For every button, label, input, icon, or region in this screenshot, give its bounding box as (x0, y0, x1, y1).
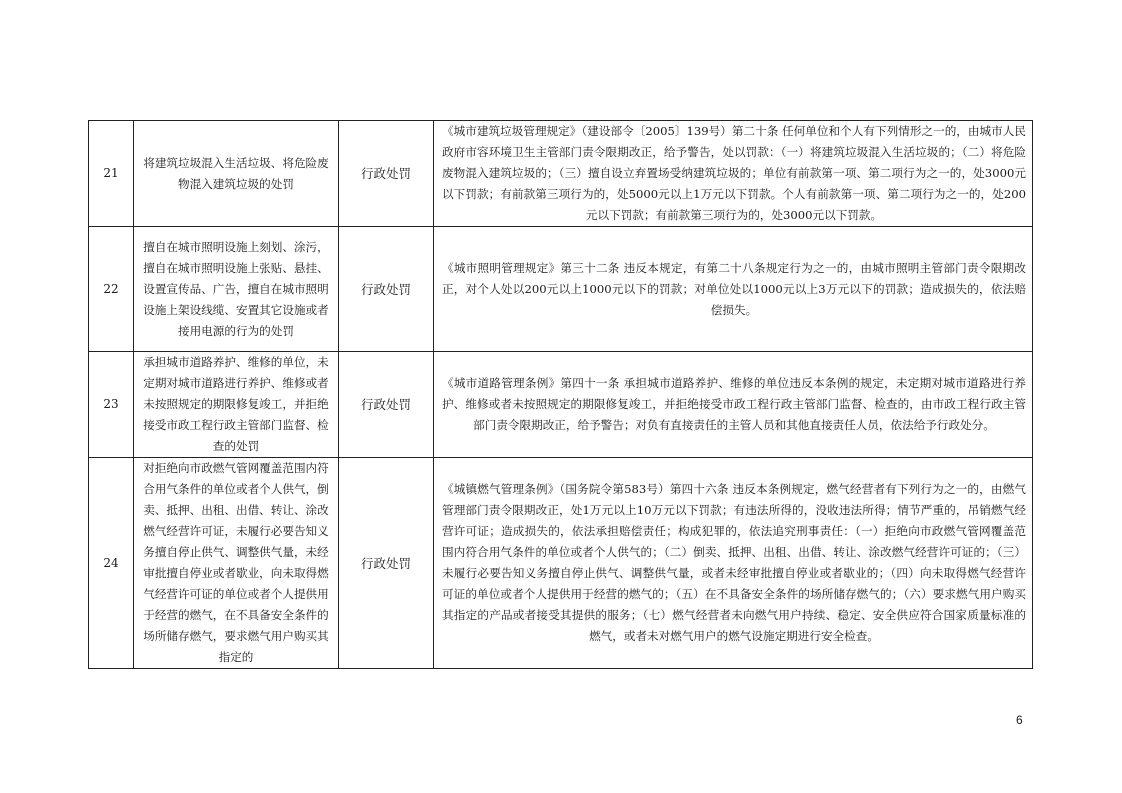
item-name: 将建筑垃圾混入生活垃圾、将危险废物混入建筑垃圾的处罚 (134, 121, 339, 227)
item-type: 行政处罚 (339, 227, 434, 352)
row-number: 23 (89, 352, 134, 458)
table-row (89, 352, 1033, 458)
item-name: 对拒绝向市政燃气管网覆盖范围内符合用气条件的单位或者个人供气，倒卖、抵押、出租、出借、转让、涂改燃气经营许可证，未履行必要告知义务擅自停止供气、调整供气量，未经审批擅自停业或者歇业，向未取得燃气经营许可证的单位或者个人提供用于经营的燃气，在不具备安全条件的场所储存燃气，要求燃气用户购买其指定的 (134, 458, 339, 669)
row-number: 21 (89, 121, 134, 227)
row-number: 22 (89, 227, 134, 352)
legal-basis: 《城市建筑垃圾管理规定》（建设部令〔2005〕139号）第二十条 任何单位和个人有下列情形之一的，由城市人民政府市容环境卫生主管部门责令限期改正，给予警告，处以罚款：（一）将建筑垃圾混入生活垃圾的；（二）将危险废物混入建筑垃圾的；（三）擅自设立弃置场受纳建筑垃圾的；单位有前款第一项、第二项行为之一的，处3000元以下罚款；有前款第三项行为的，处5000元以上1万元以下罚款。个人有前款第一项、第二项行为之一的，处200元以下罚款；有前款第三项行为的，处3000元以下罚款。 (434, 121, 1033, 227)
item-name: 承担城市道路养护、维修的单位，未定期对城市道路进行养护、维修或者未按照规定的期限修复竣工，并拒绝接受市政工程行政主管部门监督、检查的处罚 (134, 352, 339, 458)
table-row (89, 121, 1033, 227)
legal-basis: 《城市道路管理条例》第四十一条 承担城市道路养护、维修的单位违反本条例的规定，未定期对城市道路进行养护、维修或者未按照规定的期限修复竣工，并拒绝接受市政工程行政主管部门监督、检查的，由市政工程行政主管部门责令限期改正，给予警告；对负有直接责任的主管人员和其他直接责任人员，依法给予行政处分。 (434, 352, 1033, 458)
row-number: 24 (89, 458, 134, 669)
legal-basis: 《城镇燃气管理条例》（国务院令第583号）第四十六条 违反本条例规定，燃气经营者有下列行为之一的，由燃气管理部门责令限期改正，处1万元以上10万元以下罚款；有违法所得的，没收违法所得；情节严重的，吊销燃气经营许可证；造成损失的，依法承担赔偿责任；构成犯罪的，依法追究刑事责任：（一）拒绝向市政燃气管网覆盖范围内符合用气条件的单位或者个人供气的；（二）倒卖、抵押、出租、出借、转让、涂改燃气经营许可证的；（三）未履行必要告知义务擅自停止供气、调整供气量，或者未经审批擅自停业或者歇业的；（四）向未取得燃气经营许可证的单位或者个人提供用于经营的燃气的；（五）在不具备安全条件的场所储存燃气的；（六）要求燃气用户购买其指定的产品或者接受其提供的服务；（七）燃气经营者未向燃气用户持续、稳定、安全供应符合国家质量标准的燃气，或者未对燃气用户的燃气设施定期进行安全检查。 (434, 458, 1033, 669)
regulation-table (88, 120, 1033, 669)
table-row (89, 458, 1033, 669)
legal-basis: 《城市照明管理规定》第三十二条 违反本规定，有第二十八条规定行为之一的，由城市照明主管部门责令限期改正，对个人处以200元以上1000元以下的罚款；对单位处以1000元以上3万元以下的罚款；造成损失的，依法赔偿损失。 (434, 227, 1033, 352)
item-type: 行政处罚 (339, 458, 434, 669)
item-type: 行政处罚 (339, 121, 434, 227)
item-name: 擅自在城市照明设施上刻划、涂污，擅自在城市照明设施上张贴、悬挂、设置宣传品、广告，擅自在城市照明设施上架设线缆、安置其它设施或者接用电源的行为的处罚 (134, 227, 339, 352)
item-type: 行政处罚 (339, 352, 434, 458)
table-row (89, 227, 1033, 352)
page-number: 6 (1016, 713, 1023, 727)
